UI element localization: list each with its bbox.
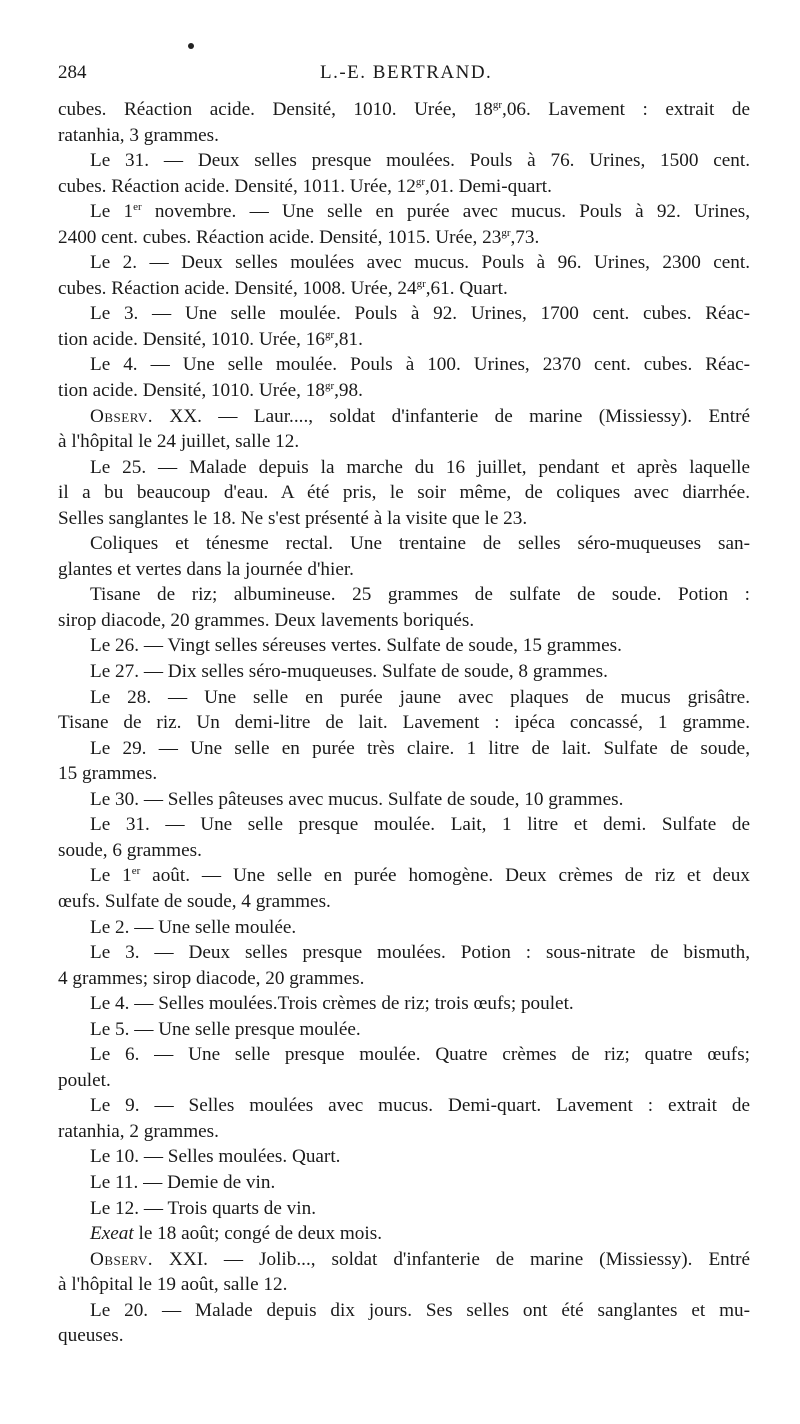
page-header	[58, 62, 750, 88]
text-line: Le 1er août. — Une selle en purée homogène. Deux crèmes de riz et deux	[90, 865, 750, 887]
text-line: Le 4. — Selles moulées.Trois crèmes de riz; trois œufs; poulet.	[90, 993, 574, 1015]
page-number: 284	[58, 62, 87, 83]
text-line: Selles sanglantes le 18. Ne s'est présenté à la visite que le 23.	[58, 507, 528, 529]
text-line: Le 31. — Deux selles presque moulées. Pouls à 76. Urines, 1500 cent.	[90, 150, 750, 172]
text-line: à l'hôpital le 24 juillet, salle 12.	[58, 431, 300, 453]
text-line: cubes. Réaction acide. Densité, 1008. Urée, $24^{gr},61$. Quart.	[58, 277, 508, 299]
text-line: 4 grammes; sirop diacode, 20 grammes.	[58, 967, 365, 989]
text-line: sirop diacode, 20 grammes. Deux lavements boriqués.	[58, 609, 475, 631]
text-line: Tisane de riz; albumineuse. 25 grammes de sulfate de soude. Potion :	[90, 584, 750, 606]
text-line: à l'hôpital le 19 août, salle 12.	[58, 1274, 288, 1296]
text-line: Le 2. — Deux selles moulées avec mucus. Pouls à 96. Urines, 2300 cent.	[90, 252, 750, 274]
text-line: 15 grammes.	[58, 763, 158, 785]
text-line: poulet.	[58, 1069, 111, 1091]
print-speck	[188, 43, 194, 49]
text-line: Le 6. — Une selle presque moulée. Quatre crèmes de riz; quatre œufs;	[90, 1044, 750, 1066]
text-line: œufs. Sulfate de soude, 4 grammes.	[58, 890, 331, 912]
text-line: Le 3. — Une selle moulée. Pouls à 92. Urines, 1700 cent. cubes. Réac-	[90, 303, 750, 325]
text-line: cubes. Réaction acide. Densité, 1011. Urée, $12^{gr},01$. Demi-quart.	[58, 175, 552, 197]
text-line: Le 20. — Malade depuis dix jours. Ses selles ont été sanglantes et mu-	[90, 1299, 750, 1321]
text-line: Le 30. — Selles pâteuses avec mucus. Sulfate de soude, 10 grammes.	[90, 788, 624, 810]
body-text	[58, 97, 750, 1349]
text-line: Le 12. — Trois quarts de vin.	[90, 1197, 316, 1219]
text-line: tion acide. Densité, 1010. Urée, $16^{gr},81$.	[58, 328, 363, 350]
text-line: Observ. XX. — Laur...., soldat d'infanterie de marine (Missiessy). Entré	[90, 405, 750, 427]
text-line: cubes. Réaction acide. Densité, 1010. Urée, $18^{gr},06$. Lavement : extrait de	[58, 99, 750, 120]
text-line: Le 3. — Deux selles presque moulées. Potion : sous-nitrate de bismuth,	[90, 942, 750, 964]
text-line: Le 1er novembre. — Une selle en purée avec mucus. Pouls à 92. Urines,	[90, 201, 750, 223]
text-line: Le 4. — Une selle moulée. Pouls à 100. Urines, 2370 cent. cubes. Réac-	[90, 354, 750, 376]
text-line: Tisane de riz. Un demi-litre de lait. Lavement : ipéca concassé, 1 gramme.	[58, 712, 750, 734]
text-line: Le 9. — Selles moulées avec mucus. Demi-quart. Lavement : extrait de	[90, 1095, 750, 1117]
text-line: il a bu beaucoup d'eau. A été pris, le soir même, de coliques avec diarrhée.	[58, 482, 750, 504]
text-line: Le 10. — Selles moulées. Quart.	[90, 1146, 341, 1168]
text-line: Le 28. — Une selle en purée jaune avec plaques de mucus grisâtre.	[90, 686, 750, 708]
text-line: tion acide. Densité, 1010. Urée, $18^{gr},98$.	[58, 380, 363, 402]
text-line: Coliques et ténesme rectal. Une trentaine de selles séro-muqueuses san-	[90, 533, 750, 555]
text-line: Le 29. — Une selle en purée très claire. 1 litre de lait. Sulfate de soude,	[90, 737, 750, 759]
text-line: soude, 6 grammes.	[58, 839, 202, 861]
text-line: Le 2. — Une selle moulée.	[90, 916, 297, 938]
text-line: Exeat le 18 août; congé de deux mois.	[90, 1223, 383, 1245]
text-line: ratanhia, 2 grammes.	[58, 1120, 219, 1142]
text-line: Le 25. — Malade depuis la marche du 16 juillet, pendant et après laquelle	[90, 456, 750, 478]
text-line: 2400 cent. cubes. Réaction acide. Densité, 1015. Urée, $23^{gr},73$.	[58, 226, 540, 248]
text-line: glantes et vertes dans la journée d'hier.	[58, 558, 354, 580]
text-line: Le 11. — Demie de vin.	[90, 1171, 276, 1193]
text-line: Le 27. — Dix selles séro-muqueuses. Sulfate de soude, 8 grammes.	[90, 661, 608, 683]
text-line: Le 31. — Une selle presque moulée. Lait, 1 litre et demi. Sulfate de	[90, 814, 750, 836]
text-line: Le 26. — Vingt selles séreuses vertes. Sulfate de soude, 15 grammes.	[90, 635, 622, 657]
text-line: queuses.	[58, 1325, 124, 1347]
text-line: Le 5. — Une selle presque moulée.	[90, 1018, 361, 1040]
running-head: L.-E. BERTRAND.	[320, 62, 493, 83]
text-line: ratanhia, 3 grammes.	[58, 124, 219, 146]
text-line: Observ. XXI. — Jolib..., soldat d'infanterie de marine (Missiessy). Entré	[90, 1248, 750, 1270]
